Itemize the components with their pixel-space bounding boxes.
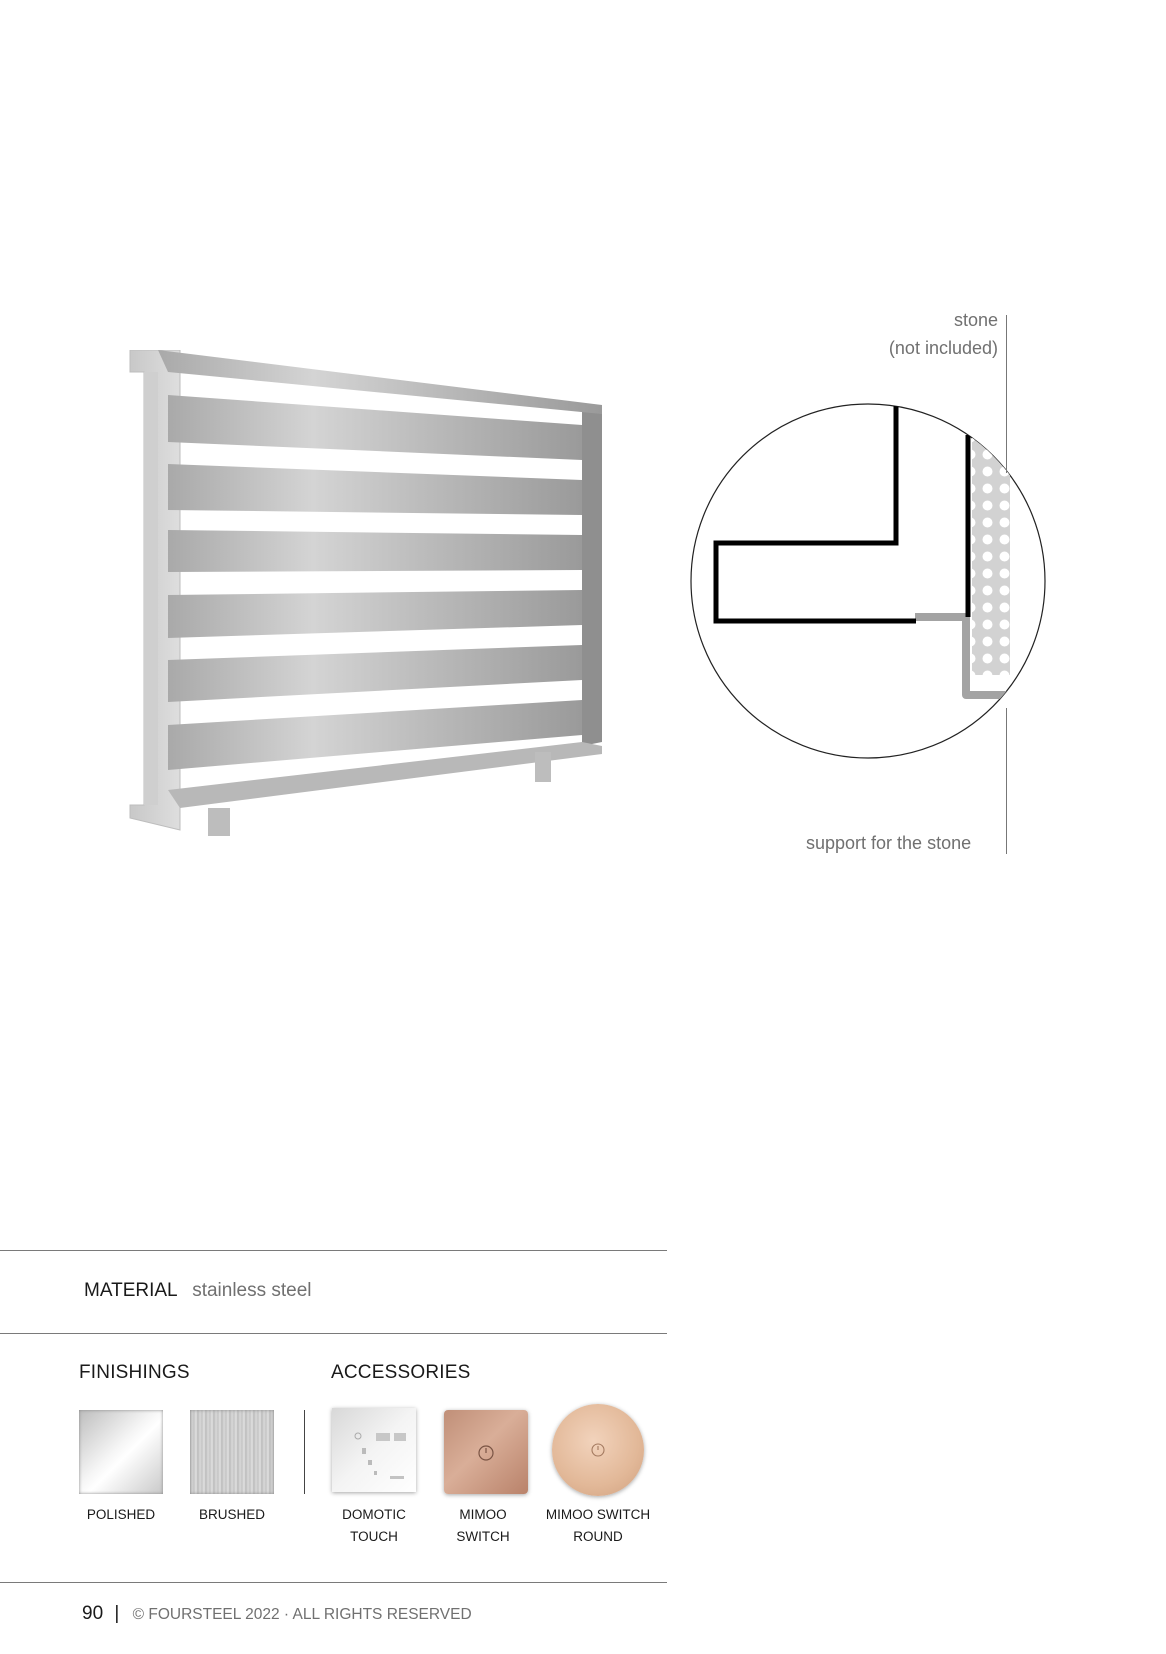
brushed-label: BRUSHED <box>198 1507 265 1522</box>
domotic-touch-label <box>324 1504 424 1548</box>
divider-top <box>0 1250 667 1251</box>
material-heading: MATERIAL <box>84 1280 177 1301</box>
domotic-touch-swatch <box>332 1408 416 1492</box>
divider-middle <box>0 1333 667 1334</box>
mimoo-switch-label-line1: MIMOO <box>459 1507 507 1522</box>
mounting-detail-diagram <box>690 395 1070 775</box>
finishings-accessories-separator <box>304 1410 305 1494</box>
mimoo-switch-round-label-line1: MIMOO SWITCH <box>545 1507 651 1522</box>
stone-label <box>889 306 998 362</box>
footer-separator: | <box>114 1603 120 1624</box>
material-section <box>84 1280 312 1302</box>
accessories-heading: ACCESSORIES <box>331 1362 471 1383</box>
domotic-touch-icon <box>332 1408 416 1492</box>
polished-swatch <box>79 1410 163 1494</box>
stone-leader-line <box>1006 315 1007 473</box>
mimoo-switch-round-swatch <box>552 1404 644 1496</box>
support-leader-line <box>1006 708 1007 854</box>
domotic-touch-label-line1: DOMOTIC <box>342 1507 406 1522</box>
power-icon-round <box>552 1404 644 1496</box>
mimoo-switch-swatch <box>444 1410 528 1494</box>
footer <box>82 1603 472 1625</box>
mimoo-switch-label-line2: SWITCH <box>456 1529 510 1544</box>
support-label: support for the stone <box>806 833 972 853</box>
material-value: stainless steel <box>192 1280 312 1301</box>
polished-label: POLISHED <box>86 1507 156 1522</box>
mimoo-switch-round-label-line2: ROUND <box>573 1529 623 1544</box>
stone-label-line1: stone <box>953 310 998 330</box>
power-icon <box>444 1410 528 1494</box>
copyright-text: © FOURSTEEL 2022 · ALL RIGHTS RESERVED <box>132 1606 472 1623</box>
page-number: 90 <box>82 1603 104 1624</box>
divider-bottom <box>0 1582 667 1583</box>
mimoo-switch-label <box>433 1504 533 1548</box>
stone-label-line2: (not included) <box>888 338 998 358</box>
brushed-swatch <box>190 1410 274 1494</box>
radiator-product-image <box>120 350 620 870</box>
finishings-heading: FINISHINGS <box>79 1362 190 1383</box>
mimoo-switch-round-label <box>538 1504 658 1548</box>
domotic-touch-label-line2: TOUCH <box>350 1529 398 1544</box>
